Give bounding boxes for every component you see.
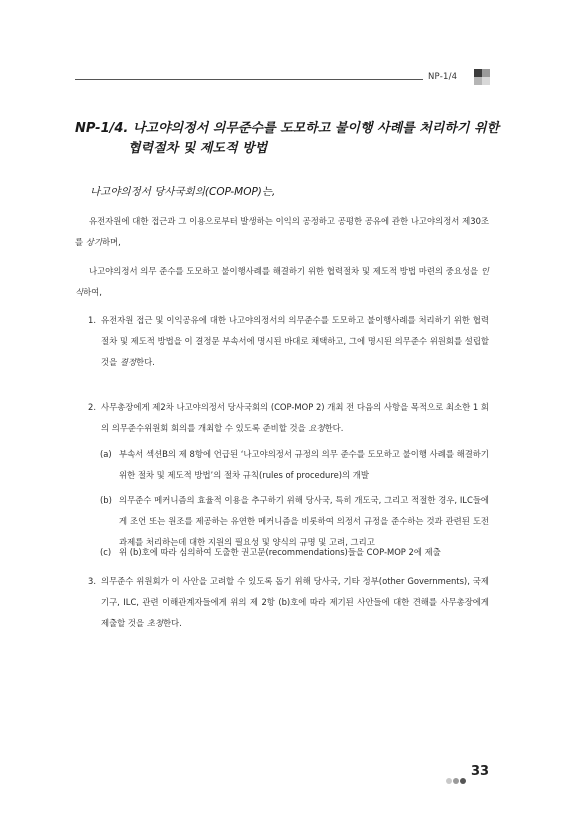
title-line-1: NP-1/4. 나고야의정서 의무준수를 도모하고 불이행 사례를 처리하기 위한	[75, 121, 500, 136]
item-number: 1.	[88, 315, 96, 325]
subtitle: 나고야의정서 당사국회의(COP-MOP)는,	[90, 186, 276, 198]
operative-verb: 초청	[146, 618, 163, 628]
numbered-item-3	[88, 571, 489, 634]
running-header-code: NP-1/4	[428, 72, 458, 82]
footer-dots-decoration	[446, 769, 467, 788]
item-end: 한다.	[136, 357, 155, 367]
header-rule	[75, 79, 423, 80]
item-number: 2.	[88, 402, 96, 412]
sub-item-text: 부속서 섹션B의 제 8항에 언급된 ‘나고야의정서 규정의 의무 준수를 도모하고 불이행 사례를 해결하기 위한 절차 및 제도적 방법’의 절차 규칙(rules of procedure)의 개발	[119, 449, 489, 480]
sub-item-text: 위 (b)호에 따라 심의하여 도출한 권고문(recommendations)들을 COP-MOP 2에 제출	[119, 547, 441, 557]
item-text: 사무총장에게 제2차 나고야의정서 당사국회의 (COP-MOP 2) 개최 전 다음의 사항을 목적으로 최소한 1 회의 의무준수위원회 회의를 개최할 수 있도록 준비할 것을	[101, 402, 489, 433]
operative-verb: 상기	[85, 237, 102, 247]
preamble-text: 나고야의정서 의무 준수를 도모하고 불이행사례를 해결하기 위한 협력절차 및 제도적 방법 마련의 중요성을	[89, 266, 481, 276]
item-text: 유전자원 접근 및 이익공유에 대한 나고야의정서의 의무준수를 도모하고 불이행사례를 처리하기 위한 협력절차 및 제도적 방법을 이 결정문 부속서에 명시된 바대로 채택하고, 그에 명시된 의무준수 위원회를 설립할 것을	[101, 315, 489, 367]
preamble-paragraph-2	[75, 261, 489, 303]
numbered-item-1	[88, 310, 489, 373]
sub-item-a	[100, 444, 489, 486]
preamble-text: 유전자원에 대한 접근과 그 이용으로부터 발생하는 이익의 공정하고 공평한 공유에 관한 나고야의정서 제30조를	[75, 216, 489, 247]
item-body	[88, 397, 489, 439]
footer-dot	[460, 778, 466, 784]
footer-dot	[453, 778, 459, 784]
item-body	[88, 571, 489, 634]
footer-dot	[446, 778, 452, 784]
preamble-paragraph-1	[75, 211, 489, 253]
sub-item-c	[100, 542, 489, 563]
preamble-end: 하여,	[83, 287, 102, 297]
item-number: 3.	[88, 576, 96, 586]
sub-item-text: 의무준수 메커니즘의 효율적 이용을 추구하기 위해 당사국, 특히 개도국, 그리고 적절한 경우, ILC들에게 조언 또는 원조를 제공하는 유연한 메커니즘을 비롯하여 의정서 규정을 준수하는 것과 관련된 도전과제를 처리하는데 대한 지원의 필요성 및 양식의 규명 및 고려, 그리고	[119, 495, 489, 547]
operative-verb: 요청	[308, 423, 325, 433]
page-number: 33	[471, 764, 490, 779]
operative-verb: 결정	[119, 357, 137, 367]
numbered-item-2	[88, 397, 489, 439]
sub-item-label: (b)	[100, 495, 112, 505]
item-end: 한다.	[162, 618, 182, 628]
item-text: 의무준수 위원회가 이 사안을 고려할 수 있도록 돕기 위해 당사국, 기타 정부(other Governments), 국제 기구, ILC, 관련 이해관계자들에게 위의 제 2항 (b)호에 따라 제기된 사안들에 대한 견해를 사무총장에게 제출할 것을	[101, 576, 489, 628]
title-line-2: 협력절차 및 제도적 방법	[128, 141, 268, 156]
header-square-decoration	[482, 77, 490, 85]
decision-title	[75, 119, 500, 159]
header-square-decoration	[474, 69, 482, 77]
sub-item-label: (a)	[100, 449, 112, 459]
item-end: 한다.	[324, 423, 344, 433]
preamble-end: 하며,	[101, 237, 121, 247]
header-square-decoration	[482, 69, 490, 77]
operative-verb: 인식	[75, 266, 489, 297]
item-body	[88, 310, 489, 373]
header-square-decoration	[474, 77, 482, 85]
sub-item-label: (c)	[100, 547, 112, 557]
